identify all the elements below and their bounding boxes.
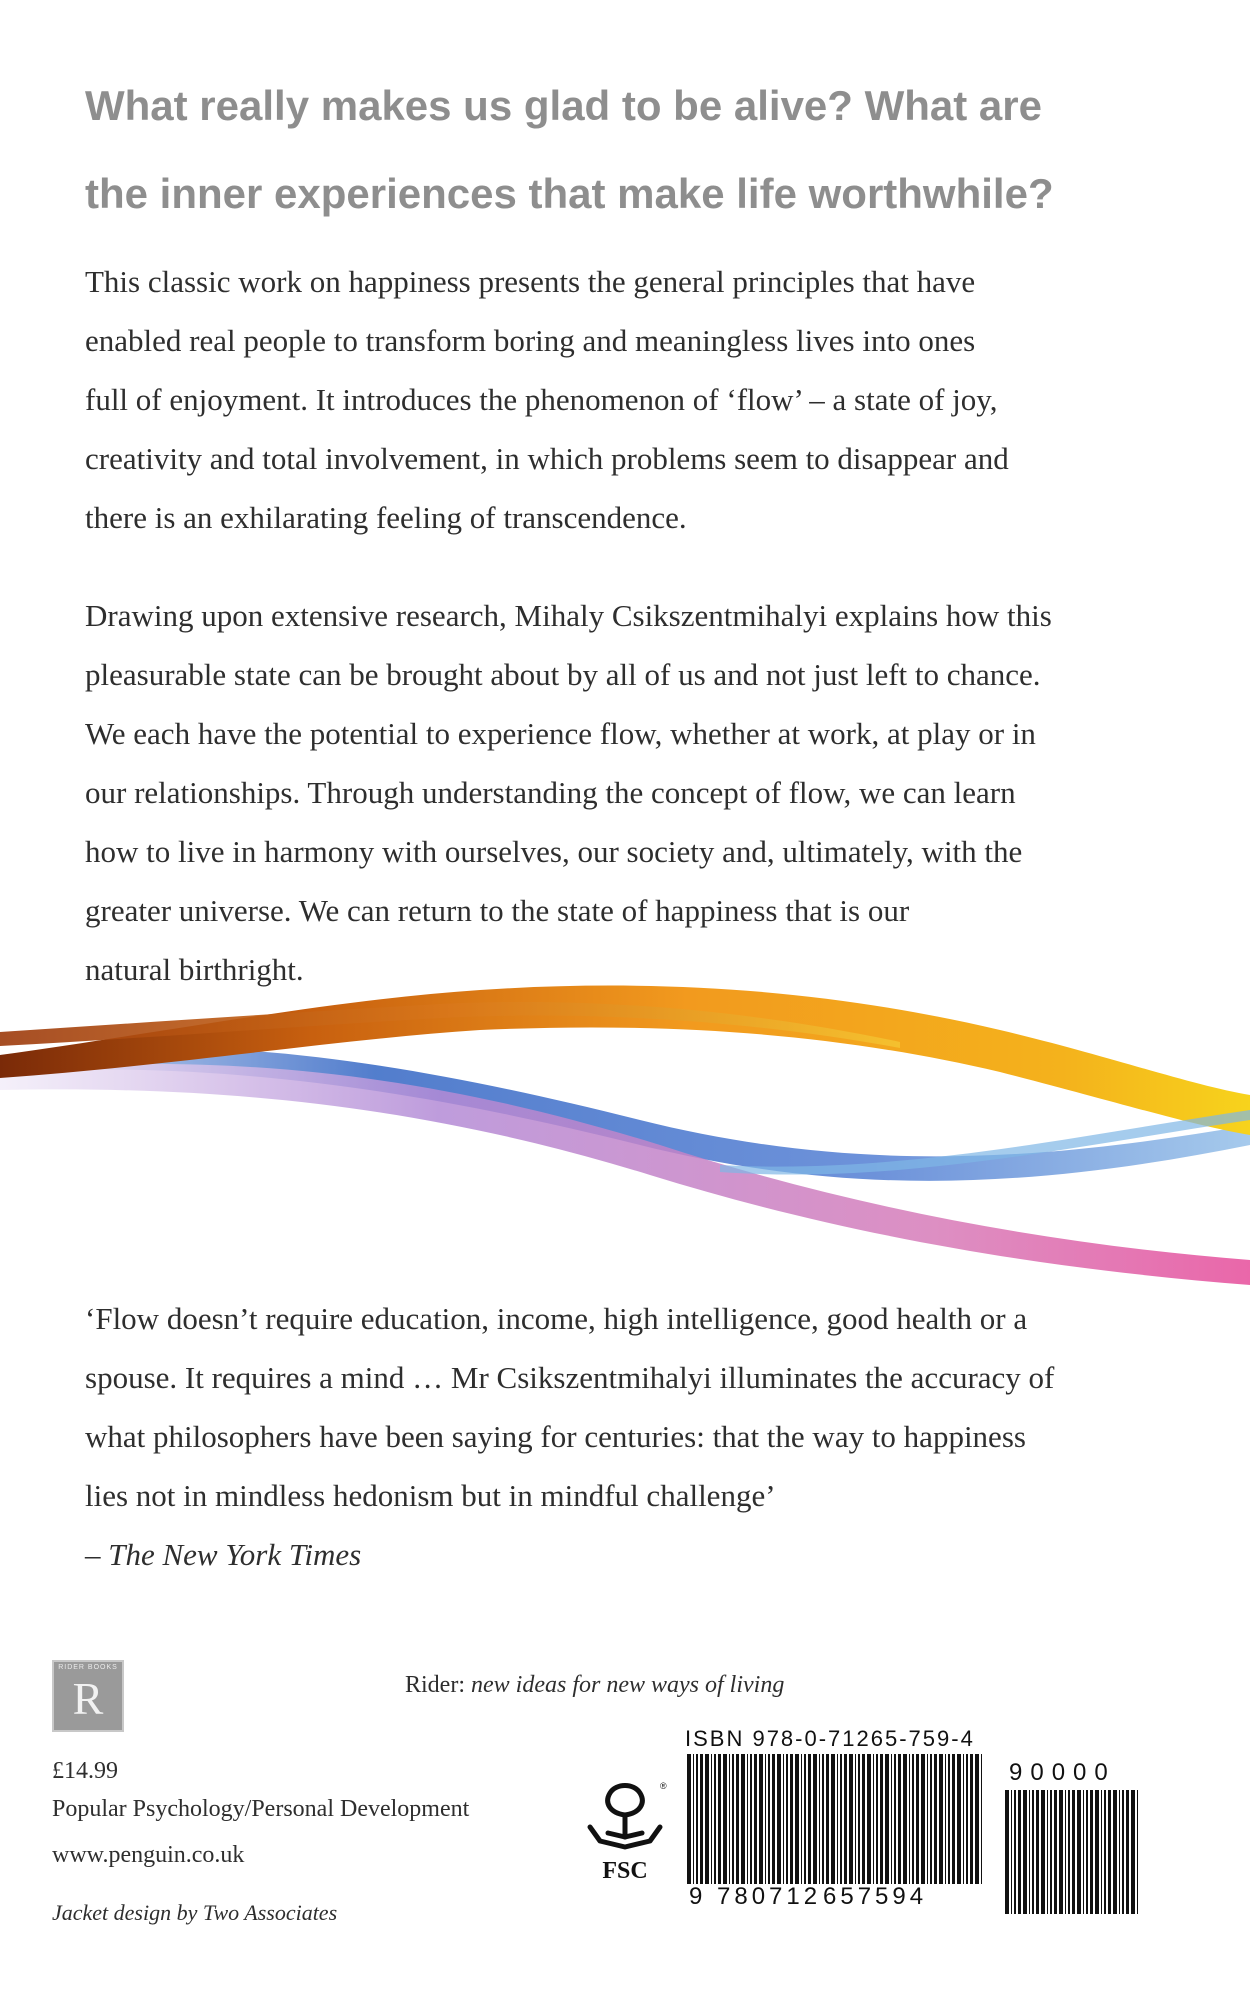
barcode-bar <box>819 1754 820 1884</box>
barcode-bar <box>747 1754 748 1884</box>
barcode-bar <box>804 1754 806 1884</box>
barcode-bar <box>1036 1790 1039 1914</box>
paragraph-line: creativity and total involvement, in which problems seem to disappear and <box>85 441 1009 476</box>
barcode-bar <box>945 1754 946 1884</box>
barcode-bar <box>867 1754 871 1884</box>
barcode-bar <box>777 1754 781 1884</box>
barcode-bar <box>844 1754 847 1884</box>
barcode-bars-addon <box>1005 1790 1138 1914</box>
barcode-bar <box>1050 1790 1052 1914</box>
quote-source: – The New York Times <box>85 1537 362 1572</box>
barcode-bar <box>963 1754 964 1884</box>
barcode-bar <box>1018 1790 1021 1914</box>
barcode-bar <box>934 1754 937 1884</box>
barcode-bar <box>903 1754 907 1884</box>
barcode-bar <box>831 1754 835 1884</box>
barcode-bar <box>790 1754 793 1884</box>
barcode-bar <box>981 1754 982 1884</box>
barcode-bar <box>1119 1790 1120 1914</box>
barcode-bar <box>1104 1790 1106 1914</box>
barcode-bar <box>1126 1790 1129 1914</box>
price: £14.99 <box>52 1758 118 1784</box>
paragraph-line: how to live in harmony with ourselves, our society and, ultimately, with the <box>85 834 1023 869</box>
barcode-bar <box>801 1754 802 1884</box>
review-quote <box>85 1289 1205 1584</box>
barcode-bar <box>1072 1790 1075 1914</box>
barcode-bar <box>741 1754 745 1884</box>
barcode-bar <box>873 1754 874 1884</box>
website-link[interactable]: www.penguin.co.uk <box>52 1842 245 1868</box>
barcode-bar <box>1032 1790 1034 1914</box>
barcode-bar <box>1041 1790 1045 1914</box>
description-paragraph-1 <box>85 252 1205 547</box>
barcode-bar <box>1108 1790 1111 1914</box>
fsc-label: FSC <box>602 1858 648 1884</box>
barcode-bar <box>1095 1790 1099 1914</box>
barcode-bar <box>927 1754 928 1884</box>
barcode-bar <box>975 1754 979 1884</box>
barcode-bar <box>909 1754 910 1884</box>
barcode-bar <box>912 1754 914 1884</box>
quote-line: spouse. It requires a mind … Mr Csikszentmihalyi illuminates the accuracy of <box>85 1360 1055 1395</box>
barcode-bar <box>930 1754 932 1884</box>
barcode-bar <box>1065 1790 1066 1914</box>
barcode-digits-tail: 657594 <box>823 1883 928 1910</box>
barcode-bar <box>916 1754 919 1884</box>
paragraph-line: Drawing upon extensive research, Mihaly Csikszentmihalyi explains how this <box>85 598 1052 633</box>
barcode-bar <box>1011 1790 1012 1914</box>
barcode-bar <box>700 1754 703 1884</box>
barcode-bar <box>1023 1790 1027 1914</box>
barcode-bar <box>1029 1790 1030 1914</box>
barcode-bar <box>855 1754 856 1884</box>
fsc-logo <box>580 1775 670 1885</box>
barcode-bar <box>1054 1790 1057 1914</box>
category: Popular Psychology/Personal Development <box>52 1796 470 1822</box>
barcode-digits-main: 780712 <box>717 1883 822 1910</box>
barcode-bar <box>714 1754 716 1884</box>
barcode-bar <box>754 1754 757 1884</box>
barcode-bar <box>876 1754 878 1884</box>
barcode <box>683 1754 1143 1914</box>
barcode-bar <box>822 1754 824 1884</box>
jacket-credit: Jacket design by Two Associates <box>52 1900 338 1925</box>
barcode-bar <box>687 1754 691 1884</box>
barcode-digit-lead: 9 <box>689 1883 703 1910</box>
barcode-bar <box>1090 1790 1093 1914</box>
barcode-bar <box>765 1754 766 1884</box>
svg-text:®: ® <box>660 1781 667 1791</box>
paragraph-line: pleasurable state can be brought about by all of us and not just left to chance. <box>85 657 1041 692</box>
barcode-bar <box>1068 1790 1070 1914</box>
decorative-ribbon <box>0 960 1250 1290</box>
barcode-bar <box>880 1754 883 1884</box>
barcode-bar <box>696 1754 698 1884</box>
barcode-bar <box>948 1754 950 1884</box>
barcode-bar <box>939 1754 943 1884</box>
barcode-bar <box>840 1754 842 1884</box>
paragraph-line: This classic work on happiness presents the general principles that have <box>85 264 976 299</box>
barcode-bar <box>1047 1790 1048 1914</box>
quote-line: what philosophers have been saying for centuries: that the way to happiness <box>85 1419 1026 1454</box>
tagline-label: Rider: <box>405 1672 465 1698</box>
barcode-bar <box>723 1754 727 1884</box>
barcode-bar <box>1086 1790 1088 1914</box>
barcode-bar <box>729 1754 730 1884</box>
barcode-bar <box>1059 1790 1063 1914</box>
headline-line-2: the inner experiences that make life worthwhile? <box>85 170 1054 217</box>
paragraph-line: full of enjoyment. It introduces the phenomenon of ‘flow’ – a state of joy, <box>85 382 998 417</box>
logo-ring-text: RIDER BOOKS <box>58 1664 118 1671</box>
barcode-bar <box>1014 1790 1016 1914</box>
barcode-bar <box>952 1754 955 1884</box>
barcode-addon-digits: 90000 <box>1009 1759 1116 1786</box>
publisher-tagline <box>405 1672 784 1699</box>
logo-letter: R <box>72 1673 104 1724</box>
barcode-bar <box>1113 1790 1117 1914</box>
paragraph-line: our relationships. Through understanding the concept of flow, we can learn <box>85 775 1016 810</box>
barcode-bar <box>957 1754 961 1884</box>
barcode-bar <box>768 1754 770 1884</box>
barcode-bar <box>1122 1790 1124 1914</box>
barcode-bar <box>898 1754 901 1884</box>
barcode-bar <box>693 1754 694 1884</box>
barcode-bar <box>772 1754 775 1884</box>
barcode-bar <box>718 1754 721 1884</box>
barcode-bar <box>858 1754 860 1884</box>
paragraph-line: natural birthright. <box>85 952 304 987</box>
tagline-text: new ideas for new ways of living <box>471 1672 785 1698</box>
barcode-bar <box>849 1754 853 1884</box>
barcode-bar <box>808 1754 811 1884</box>
fsc-tree-icon <box>590 1786 660 1848</box>
barcode-bar <box>786 1754 788 1884</box>
barcode-bar <box>1005 1790 1009 1914</box>
barcode-bar <box>750 1754 752 1884</box>
barcode-bar <box>813 1754 817 1884</box>
barcode-bar <box>1077 1790 1081 1914</box>
barcode-bar <box>894 1754 896 1884</box>
barcode-bar <box>1101 1790 1102 1914</box>
barcode-bar <box>705 1754 709 1884</box>
barcode-bar <box>921 1754 925 1884</box>
barcode-bar <box>1131 1790 1135 1914</box>
barcode-bar <box>837 1754 838 1884</box>
headline <box>85 62 1205 238</box>
description-paragraph-2 <box>85 586 1205 999</box>
barcode-bar <box>966 1754 968 1884</box>
paragraph-line: enabled real people to transform boring and meaningless lives into ones <box>85 323 976 358</box>
barcode-bar <box>759 1754 763 1884</box>
barcode-bar <box>1083 1790 1084 1914</box>
barcode-bars-main <box>687 1754 982 1884</box>
barcode-bar <box>970 1754 973 1884</box>
barcode-bar <box>783 1754 784 1884</box>
quote-line: lies not in mindless hedonism but in mindful challenge’ <box>85 1478 776 1513</box>
barcode-bar <box>736 1754 739 1884</box>
barcode-bar <box>826 1754 829 1884</box>
barcode-bar <box>885 1754 889 1884</box>
barcode-bar <box>711 1754 712 1884</box>
paragraph-line: greater universe. We can return to the state of happiness that is our <box>85 893 910 928</box>
paragraph-line: there is an exhilarating feeling of transcendence. <box>85 500 687 535</box>
isbn: ISBN 978-0-71265-759-4 <box>685 1726 975 1751</box>
barcode-bar <box>795 1754 799 1884</box>
quote-line: ‘Flow doesn’t require education, income, high intelligence, good health or a <box>85 1301 1028 1336</box>
barcode-bar <box>891 1754 892 1884</box>
paragraph-line: We each have the potential to experience flow, whether at work, at play or in <box>85 716 1036 751</box>
barcode-bar <box>732 1754 734 1884</box>
barcode-bar <box>1137 1790 1138 1914</box>
barcode-bar <box>862 1754 865 1884</box>
headline-line-1: What really makes us glad to be alive? What are <box>85 82 1042 129</box>
violet-ribbon <box>0 1064 1250 1285</box>
rider-books-logo <box>52 1660 124 1732</box>
